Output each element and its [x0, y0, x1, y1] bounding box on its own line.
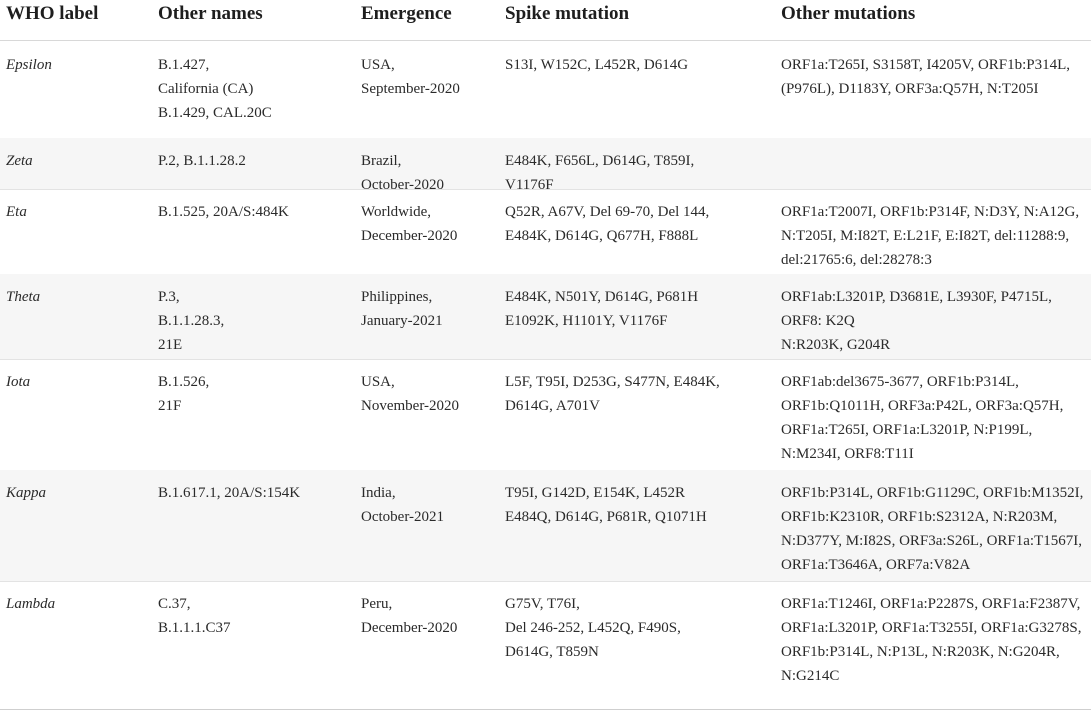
- cell-line: S13I, W152C, L452R, D614G: [505, 57, 689, 73]
- who-label-cell: [6, 370, 136, 394]
- other-names-cell: [158, 53, 358, 125]
- other-names-cell: [158, 149, 358, 173]
- cell-line: N:D377Y, M:I82S, ORF3a:S26L, ORF1a:T1567I,: [781, 533, 1082, 549]
- cell-line: N:T205I, M:I82T, E:L21F, E:I82T, del:11288:9,: [781, 228, 1070, 244]
- cell-line: India,: [361, 485, 396, 501]
- other-names-cell: [158, 200, 358, 224]
- cell-line: C.37,: [158, 596, 191, 612]
- other-mutations-cell: [781, 370, 1089, 466]
- cell-line: Epsilon: [6, 57, 52, 73]
- other-mutations-cell: [781, 481, 1089, 577]
- spike-mutation-cell: [505, 370, 775, 418]
- table-row: [0, 581, 1091, 710]
- cell-line: 21E: [158, 337, 183, 353]
- cell-line: B.1.1.1.C37: [158, 620, 231, 636]
- who-label-cell: [6, 149, 136, 173]
- cell-line: B.1.1.28.3,: [158, 313, 225, 329]
- cell-line: Kappa: [6, 485, 47, 501]
- other-names-cell: [158, 285, 358, 357]
- cell-line: B.1.429, CAL.20C: [158, 105, 272, 121]
- spike-mutation-cell: [505, 53, 775, 77]
- cell-line: N:M234I, ORF8:T11I: [781, 446, 914, 462]
- cell-line: ORF1a:T265I, ORF1a:L3201P, N:P199L,: [781, 422, 1033, 438]
- cell-line: ORF1b:K2310R, ORF1b:S2312A, N:R203M,: [781, 509, 1058, 525]
- other-names-cell: [158, 481, 358, 505]
- cell-line: ORF1a:L3201P, ORF1a:T3255I, ORF1a:G3278S,: [781, 620, 1082, 636]
- spike-mutation-cell: [505, 592, 775, 664]
- cell-line: ORF8: K2Q: [781, 313, 855, 329]
- cell-line: N:G214C: [781, 668, 840, 684]
- who-label-cell: [6, 592, 136, 616]
- cell-line: ORF1a:T265I, S3158T, I4205V, ORF1b:P314L,: [781, 57, 1071, 73]
- table-row: [0, 189, 1091, 275]
- cell-line: California (CA): [158, 81, 254, 97]
- emergence-cell: [361, 481, 501, 529]
- emergence-cell: [361, 285, 501, 333]
- cell-line: November-2020: [361, 398, 460, 414]
- table-header: [0, 0, 1091, 41]
- cell-line: ORF1a:T2007I, ORF1b:P314F, N:D3Y, N:A12G,: [781, 204, 1080, 220]
- who-label-cell: [6, 200, 136, 224]
- table-row: [0, 274, 1091, 360]
- cell-line: P.3,: [158, 289, 180, 305]
- cell-line: E484K, N501Y, D614G, P681H: [505, 289, 699, 305]
- cell-line: Philippines,: [361, 289, 433, 305]
- cell-line: ORF1a:T1246I, ORF1a:P2287S, ORF1a:F2387V,: [781, 596, 1081, 612]
- cell-line: ORF1ab:L3201P, D3681E, L3930F, P4715L,: [781, 289, 1052, 305]
- cell-line: L5F, T95I, D253G, S477N, E484K,: [505, 374, 720, 390]
- cell-line: USA,: [361, 57, 395, 73]
- cell-line: Q52R, A67V, Del 69-70, Del 144,: [505, 204, 710, 220]
- cell-line: Peru,: [361, 596, 393, 612]
- cell-line: (P976L), D1183Y, ORF3a:Q57H, N:T205I: [781, 81, 1039, 97]
- header-emergence: Emergence: [361, 3, 452, 24]
- who-label-cell: [6, 481, 136, 505]
- emergence-cell: [361, 592, 501, 640]
- cell-line: Iota: [6, 374, 31, 390]
- cell-line: Zeta: [6, 153, 33, 169]
- cell-line: ORF1b:P314L, ORF1b:G1129C, ORF1b:M1352I,: [781, 485, 1084, 501]
- cell-line: B.1.617.1, 20A/S:154K: [158, 485, 301, 501]
- cell-line: P.2, B.1.1.28.2: [158, 153, 246, 169]
- cell-line: N:R203K, G204R: [781, 337, 891, 353]
- cell-line: Theta: [6, 289, 41, 305]
- cell-line: Brazil,: [361, 153, 402, 169]
- table-row: [0, 359, 1091, 471]
- cell-line: E484Q, D614G, P681R, Q1071H: [505, 509, 707, 525]
- cell-line: Del 246-252, L452Q, F490S,: [505, 620, 681, 636]
- cell-line: T95I, G142D, E154K, L452R: [505, 485, 685, 501]
- cell-line: B.1.526,: [158, 374, 210, 390]
- cell-line: December-2020: [361, 620, 458, 636]
- cell-line: ORF1b:P314L, N:P13L, N:R203K, N:G204R,: [781, 644, 1060, 660]
- cell-line: E484K, D614G, Q677H, F888L: [505, 228, 699, 244]
- header-spike-mutation: Spike mutation: [505, 3, 630, 24]
- table-row: [0, 138, 1091, 193]
- header-other-names: Other names: [158, 3, 263, 24]
- cell-line: October-2020: [361, 177, 445, 193]
- cell-line: December-2020: [361, 228, 458, 244]
- header-who-label: WHO label: [6, 3, 99, 24]
- table-row: [0, 470, 1091, 582]
- who-label-cell: [6, 285, 136, 309]
- other-mutations-cell: [781, 592, 1089, 688]
- other-names-cell: [158, 370, 358, 418]
- spike-mutation-cell: [505, 200, 775, 248]
- cell-line: del:21765:6, del:28278:3: [781, 252, 932, 268]
- cell-line: 21F: [158, 398, 182, 414]
- other-mutations-cell: [781, 285, 1089, 357]
- cell-line: Lambda: [6, 596, 56, 612]
- cell-line: Eta: [6, 204, 27, 220]
- other-names-cell: [158, 592, 358, 640]
- cell-line: ORF1ab:del3675-3677, ORF1b:P314L,: [781, 374, 1019, 390]
- who-label-cell: [6, 53, 136, 77]
- spike-mutation-cell: [505, 285, 775, 333]
- cell-line: September-2020: [361, 81, 460, 97]
- cell-line: B.1.427,: [158, 57, 210, 73]
- cell-line: USA,: [361, 374, 395, 390]
- cell-line: D614G, T859N: [505, 644, 599, 660]
- cell-line: Worldwide,: [361, 204, 432, 220]
- cell-line: B.1.525, 20A/S:484K: [158, 204, 289, 220]
- other-mutations-cell: [781, 200, 1089, 272]
- cell-line: E484K, F656L, D614G, T859I,: [505, 153, 695, 169]
- emergence-cell: [361, 370, 501, 418]
- cell-line: V1176F: [505, 177, 554, 193]
- cell-line: ORF1b:Q1011H, ORF3a:P42L, ORF3a:Q57H,: [781, 398, 1064, 414]
- cell-line: D614G, A701V: [505, 398, 601, 414]
- cell-line: E1092K, H1101Y, V1176F: [505, 313, 668, 329]
- spike-mutation-cell: [505, 481, 775, 529]
- cell-line: October-2021: [361, 509, 445, 525]
- other-mutations-cell: [781, 53, 1089, 101]
- cell-line: G75V, T76I,: [505, 596, 580, 612]
- emergence-cell: [361, 53, 501, 101]
- header-other-mutations: Other mutations: [781, 3, 916, 24]
- cell-line: ORF1a:T3646A, ORF7a:V82A: [781, 557, 971, 573]
- emergence-cell: [361, 200, 501, 248]
- cell-line: January-2021: [361, 313, 443, 329]
- table-row: [0, 42, 1091, 139]
